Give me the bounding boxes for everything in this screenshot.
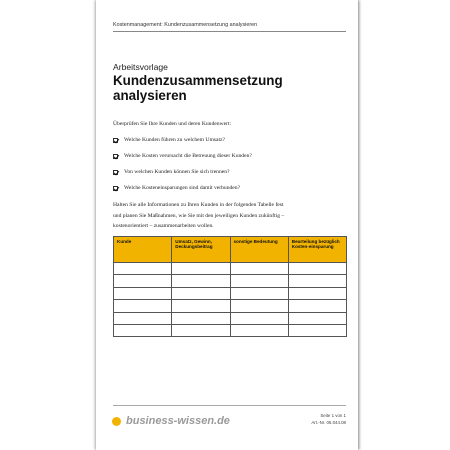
table-cell [288, 300, 346, 312]
checked-box-icon [113, 154, 118, 159]
instruction-paragraph [113, 200, 338, 232]
title-line: analysieren [113, 88, 187, 103]
table-cell [288, 287, 346, 299]
paragraph-line: kostenorientiert – zusammenarbeiten wollen. [113, 223, 214, 229]
table-cell [172, 275, 230, 287]
table-cell [114, 300, 172, 312]
logo-text: business-wissen.de [126, 415, 230, 427]
table-row [114, 263, 347, 275]
table-row [114, 324, 347, 336]
dot-icon [112, 417, 121, 426]
checklist-item [113, 137, 252, 153]
footer-divider [113, 405, 346, 406]
table-cell [114, 324, 172, 336]
article-number: Art.-Nr. 06.044.08 [311, 420, 346, 425]
checklist-item [113, 153, 252, 169]
running-header: Kostenmanagement: Kundenzusammensetzung analysieren [113, 22, 258, 28]
page-info [311, 412, 346, 426]
table-row [114, 312, 347, 324]
table-body [114, 263, 347, 337]
checklist-item-text: Welche Kosteneinsparungen sind damit verbunden? [124, 185, 241, 191]
table-cell [230, 287, 288, 299]
column-header-bedeutung: sonstige Bedeutung [230, 237, 288, 263]
table-cell [230, 324, 288, 336]
checklist-item-text: Welche Kunden führen zu welchem Umsatz? [124, 137, 225, 143]
table-cell [114, 263, 172, 275]
table-cell [172, 287, 230, 299]
checked-box-icon [113, 186, 118, 191]
table-cell [114, 312, 172, 324]
document-title [113, 73, 343, 103]
checked-box-icon [113, 170, 118, 175]
brand-logo [112, 415, 230, 427]
table-cell [114, 275, 172, 287]
table-cell [288, 324, 346, 336]
checklist-item-text: Welche Kosten verursacht die Betreuung dieser Kunden? [124, 153, 252, 159]
title-line: Kundenzusammensetzung [113, 73, 283, 88]
table-cell [230, 275, 288, 287]
customer-table [113, 236, 347, 337]
table-row [114, 287, 347, 299]
table-cell [172, 300, 230, 312]
paragraph-line: und planen Sie Maßnahmen, wie Sie mit den jeweiligen Kunden zukünftig – [113, 212, 285, 219]
document-page [96, 0, 358, 450]
table-row [114, 300, 347, 312]
page-number: Seite 1 von 1 [320, 413, 346, 418]
table-cell [230, 312, 288, 324]
table-cell [230, 263, 288, 275]
table-row [114, 275, 347, 287]
paragraph-line: Halten Sie alle Informationen zu Ihren Kunden in der folgenden Tabelle fest [113, 202, 284, 208]
column-header-umsatz: Umsatz, Gewinn, Deckungsbeitrag [172, 237, 230, 263]
table-cell [172, 312, 230, 324]
document-subtitle: Arbeitsvorlage [113, 62, 168, 72]
checklist [113, 137, 252, 201]
table-cell [114, 287, 172, 299]
checklist-item [113, 169, 252, 185]
table-cell [288, 263, 346, 275]
table-cell [230, 300, 288, 312]
table-cell [172, 263, 230, 275]
header-divider [113, 31, 346, 32]
intro-text: Überprüfen Sie Ihre Kunden und deren Kundenwert: [113, 121, 232, 127]
column-header-beurteilung: Beurteilung bezüglich Kosten-einsparung [288, 237, 346, 263]
checklist-item [113, 185, 252, 201]
table-header-row [114, 237, 347, 263]
checklist-item-text: Von welchen Kunden können Sie sich trennen? [124, 169, 230, 175]
column-header-kunde: Kunde [114, 237, 172, 263]
table-cell [172, 324, 230, 336]
table-cell [288, 312, 346, 324]
checked-box-icon [113, 138, 118, 143]
table-cell [288, 275, 346, 287]
